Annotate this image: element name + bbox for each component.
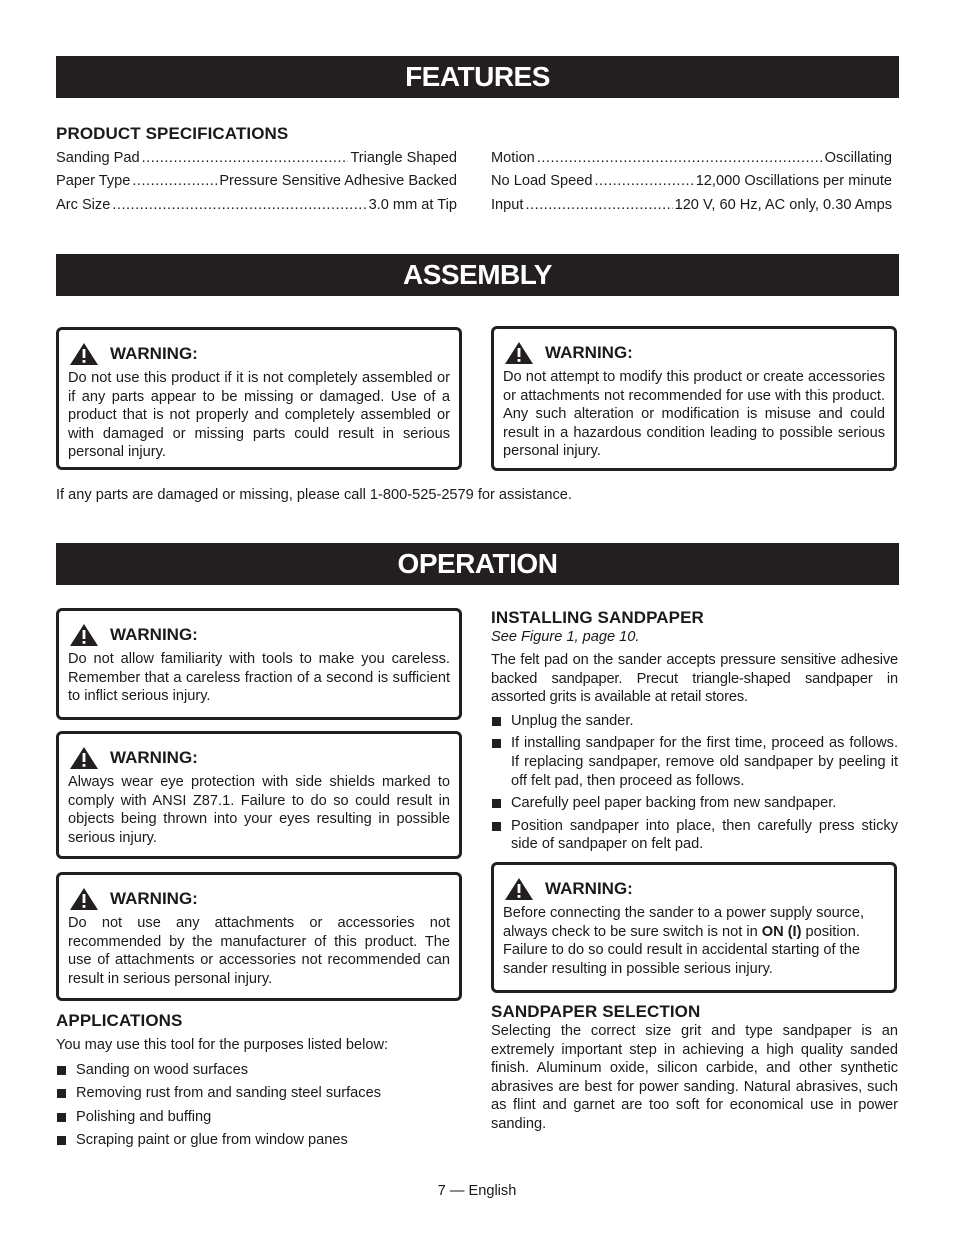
- spec-value: 3.0 mm at Tip: [368, 196, 457, 213]
- installing-sandpaper-heading: INSTALLING SANDPAPER: [491, 608, 704, 627]
- features-banner: FEATURES: [56, 56, 899, 98]
- list-item: Removing rust from and sanding steel surfaces: [56, 1084, 462, 1103]
- warning-triangle-icon: [69, 746, 99, 770]
- warning-triangle-icon: [69, 887, 99, 911]
- warning-box: [491, 862, 897, 993]
- operation-banner: OPERATION: [56, 543, 899, 585]
- list-item: Scraping paint or glue from window panes: [56, 1131, 462, 1150]
- sandpaper-selection-text: Selecting the correct size grit and type sandpaper is an extremely important step in achieving a high quality sanded finish. Aluminum oxide, silicon carbide, and other synthetic abrasives are best for power sanding. Natural abrasives, such as flint and garnet are too soft for economical use in power sanding.: [491, 1023, 898, 1132]
- warning-title: WARNING:: [110, 344, 198, 363]
- on-switch-label: ON (I): [761, 923, 802, 940]
- spec-label: Input: [491, 196, 524, 213]
- spec-label: Paper Type: [56, 173, 131, 190]
- warning-box: [56, 872, 462, 1001]
- product-specifications-heading: PRODUCT SPECIFICATIONS: [56, 124, 289, 143]
- spec-label: Sanding Pad: [56, 150, 140, 166]
- applications-section: [56, 1011, 462, 1150]
- spec-row: [56, 194, 457, 217]
- warning-triangle-icon: [504, 341, 534, 365]
- warning-box: [56, 327, 462, 470]
- warning-title: WARNING:: [110, 748, 198, 767]
- installing-sandpaper-section: [491, 608, 898, 854]
- warning-text: Do not use any attachments or accessories not recommended by the manufacturer of this product. The use of attachments or accessories not recommended can result in serious personal injury.: [68, 915, 450, 987]
- list-item: Carefully peel paper backing from new sandpaper.: [491, 794, 898, 813]
- warning-title: WARNING:: [545, 343, 633, 362]
- warning-text: Do not allow familiarity with tools to make you careless. Remember that a careless fraction of a second is sufficient to inflict serious injury.: [68, 651, 450, 705]
- warning-text: Do not use this product if it is not completely assembled or if any parts appear to be missing or damaged. Use of a product that is not properly and completely assembled or with damaged or missing parts could result in serious personal injury.: [68, 370, 450, 461]
- spec-row: [491, 194, 892, 217]
- list-item: Sanding on wood surfaces: [56, 1061, 462, 1080]
- spec-row: [491, 170, 892, 193]
- spec-label: Motion: [491, 150, 535, 166]
- applications-heading: APPLICATIONS: [56, 1011, 183, 1030]
- spec-row: [56, 170, 457, 193]
- warning-title: WARNING:: [110, 889, 198, 908]
- spec-value: 120 V, 60 Hz, AC only, 0.30 Amps: [674, 196, 892, 213]
- figure-reference: See Figure 1, page 10.: [491, 629, 640, 645]
- installing-intro: The felt pad on the sander accepts pressure sensitive adhesive backed sandpaper. Precut triangle-shaped sandpaper in assorted grits is available at retail stores.: [491, 652, 898, 706]
- list-item: Polishing and buffing: [56, 1108, 462, 1127]
- spec-row: [56, 147, 457, 170]
- list-item: Position sandpaper into place, then carefully press sticky side of sandpaper on felt pad.: [491, 817, 898, 854]
- sandpaper-selection-section: [491, 1002, 898, 1134]
- specs-right: [491, 147, 892, 217]
- warning-text: Always wear eye protection with side shields marked to comply with ANSI Z87.1. Failure to do so could result in objects being thrown into your eyes resulting in possible serious injury.: [68, 774, 450, 846]
- sandpaper-selection-heading: SANDPAPER SELECTION: [491, 1002, 701, 1021]
- spec-row: [491, 147, 892, 170]
- warning-triangle-icon: [504, 877, 534, 901]
- warning-title: WARNING:: [110, 625, 198, 644]
- specs-left: [56, 147, 457, 217]
- warning-title: WARNING:: [545, 879, 633, 898]
- warning-text: Before connecting the sander to a power supply source, always check to be sure switch is not in ON (I) position. Failure to do so could result in accidental starting of the sander resulting in possible serious injury.: [503, 905, 865, 977]
- warning-triangle-icon: [69, 342, 99, 366]
- parts-missing-note: If any parts are damaged or missing, please call 1-800-525-2579 for assistance.: [56, 487, 572, 503]
- warning-box: [56, 731, 462, 859]
- spec-value: Triangle Shaped: [350, 150, 457, 166]
- warning-triangle-icon: [69, 623, 99, 647]
- page-footer: 7 — English: [437, 1183, 517, 1199]
- spec-value: 12,000 Oscillations per minute: [695, 173, 892, 190]
- warning-text: Do not attempt to modify this product or create accessories or attachments not recommended for use with this product. Any such alteration or modification is misuse and could result in a hazardous condition leading to possible serious personal injury.: [503, 369, 885, 460]
- spec-value: Oscillating: [824, 150, 892, 166]
- warning-box: [491, 326, 897, 471]
- warning-box: [56, 608, 462, 720]
- list-item: Unplug the sander.: [491, 712, 898, 731]
- spec-label: No Load Speed: [491, 173, 593, 190]
- spec-label: Arc Size: [56, 196, 111, 213]
- assembly-banner: ASSEMBLY: [56, 254, 899, 296]
- spec-value: Pressure Sensitive Adhesive Backed: [219, 173, 457, 190]
- list-item: If installing sandpaper for the first time, proceed as follows. If replacing sandpaper, remove old sandpaper by peeling it off felt pad, then proceed as follows.: [491, 734, 898, 790]
- applications-intro: You may use this tool for the purposes listed below:: [56, 1037, 389, 1053]
